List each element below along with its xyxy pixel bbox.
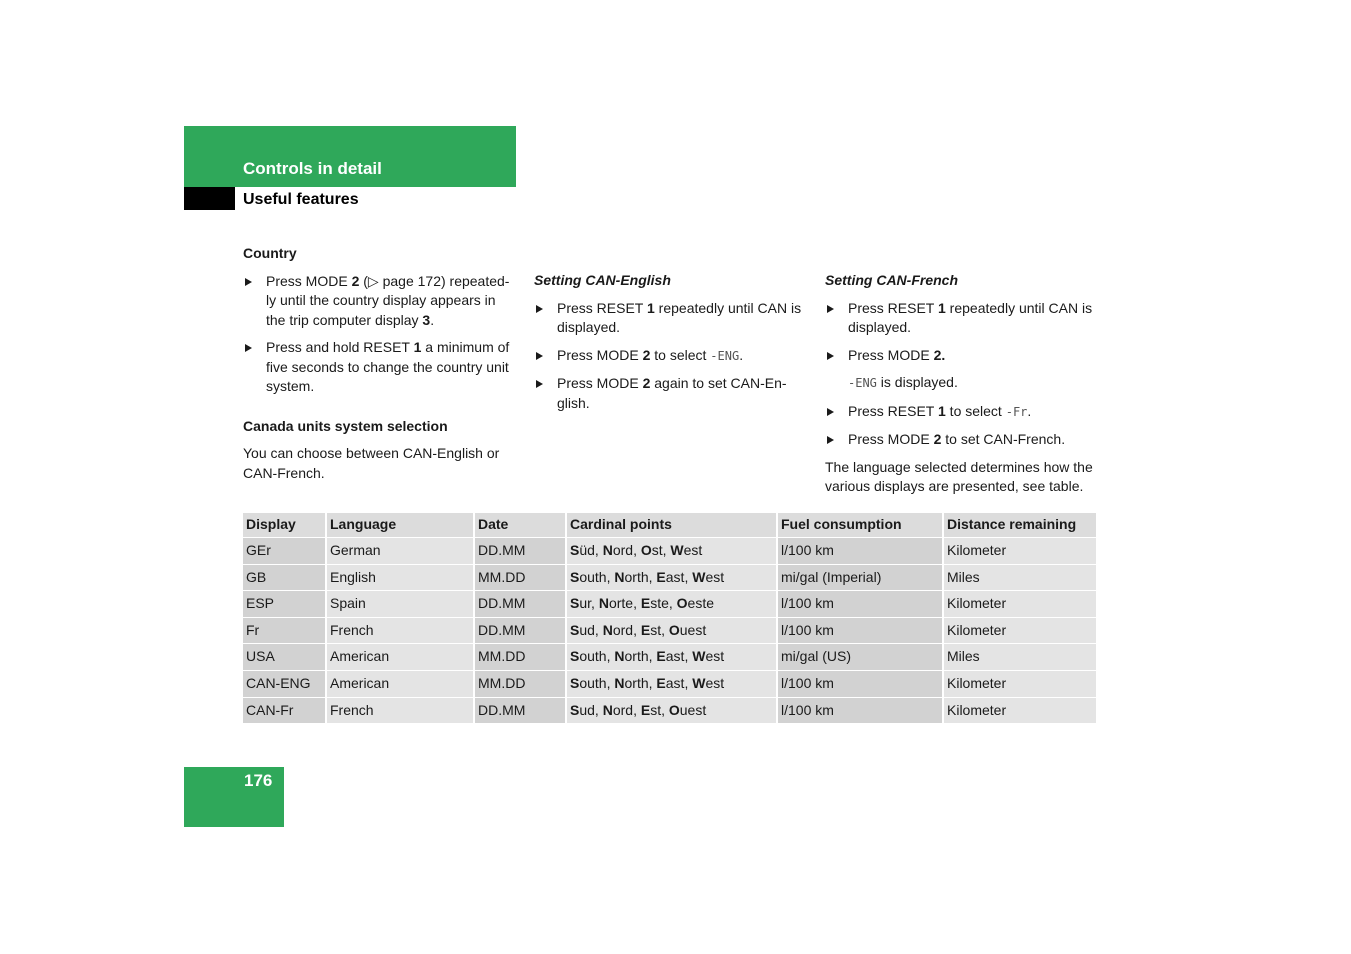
cardinal-initial: O xyxy=(676,595,688,612)
cell-fuel: l/100 km xyxy=(777,591,943,618)
cardinal-initial: S xyxy=(570,701,580,718)
heading-canada-units: Canada units system selection xyxy=(243,417,448,434)
cell-cardinal: Sud, Nord, Est, Ouest xyxy=(566,697,777,724)
column-can-french xyxy=(825,271,1097,505)
cell-language: American xyxy=(326,670,474,697)
cardinal-initial: W xyxy=(692,675,706,692)
cell-distance: Miles xyxy=(943,644,1096,671)
cardinal-initial: O xyxy=(640,542,652,559)
cardinal-initial: N xyxy=(614,568,625,585)
cell-date: DD.MM xyxy=(474,591,566,618)
cardinal-rest: st xyxy=(651,542,663,559)
cardinal-initial: E xyxy=(640,595,651,612)
canada-units-text: You can choose between CAN-English or CAN-French. xyxy=(243,445,500,481)
cardinal-rest: st xyxy=(650,701,662,718)
cell-display: ESP xyxy=(243,591,326,618)
cell-display: USA xyxy=(243,644,326,671)
cardinal-rest: orth xyxy=(624,648,649,665)
table-row xyxy=(243,538,1096,565)
table-row xyxy=(243,644,1096,671)
cardinal-initial: E xyxy=(640,621,651,638)
cardinal-rest: outh xyxy=(579,648,607,665)
cell-language: German xyxy=(326,538,474,565)
cardinal-rest: outh xyxy=(579,568,607,585)
table-row xyxy=(243,670,1096,697)
cell-distance: Kilometer xyxy=(943,617,1096,644)
subsection-title: Useful features xyxy=(243,191,359,208)
bullet-arrow-icon xyxy=(827,436,834,444)
cardinal-rest: outh xyxy=(579,675,607,692)
cardinal-rest: est xyxy=(705,675,725,692)
cardinal-rest: ud xyxy=(579,621,595,638)
table-row xyxy=(243,697,1096,724)
col-header: Distance remaining xyxy=(943,513,1096,538)
heading-country: Country xyxy=(243,245,297,261)
bullet-arrow-icon xyxy=(245,344,252,352)
bullet-arrow-icon xyxy=(536,352,543,360)
bullet-arrow-icon xyxy=(245,278,252,286)
step-can-french-2: Press MODE 2. xyxy=(825,346,1097,366)
cell-display: CAN-Fr xyxy=(243,697,326,724)
heading-can-english: Setting CAN-English xyxy=(534,272,671,288)
cell-fuel: l/100 km xyxy=(777,538,943,565)
bullet-arrow-icon xyxy=(536,305,543,313)
step-press-mode: Press MODE 2 (▷ page 172) repeated-ly until the country display appears in the trip computer display 3. xyxy=(243,272,515,331)
bullet-arrow-icon xyxy=(827,305,834,313)
cardinal-rest: ud xyxy=(579,701,595,718)
cell-display: GEr xyxy=(243,538,326,565)
bullet-arrow-icon xyxy=(827,408,834,416)
cell-cardinal: Sur, Norte, Este, Oeste xyxy=(566,591,777,618)
cardinal-rest: ord xyxy=(612,621,634,638)
cardinal-initial: N xyxy=(614,648,625,665)
cardinal-rest: orth xyxy=(624,675,649,692)
cell-language: Spain xyxy=(326,591,474,618)
cell-date: DD.MM xyxy=(474,697,566,724)
step-hold-reset: Press and hold RESET 1 a minimum of five seconds to change the country unit system. xyxy=(243,338,515,397)
language-note: The language selected determines how the various displays are presented, see table. xyxy=(825,458,1093,494)
cell-language: English xyxy=(326,564,474,591)
step-can-french-4: Press MODE 2 to set CAN-French. xyxy=(825,430,1097,450)
table-row xyxy=(243,564,1096,591)
cardinal-rest: ast xyxy=(665,648,685,665)
table-header-row xyxy=(243,513,1096,538)
cardinal-rest: ast xyxy=(665,568,685,585)
bullet-arrow-icon xyxy=(536,380,543,388)
cardinal-initial: S xyxy=(570,542,580,559)
cell-cardinal: Süd, Nord, Ost, West xyxy=(566,538,777,565)
cell-date: MM.DD xyxy=(474,644,566,671)
cell-date: MM.DD xyxy=(474,564,566,591)
cell-distance: Kilometer xyxy=(943,697,1096,724)
cardinal-initial: S xyxy=(570,675,580,692)
cardinal-rest: üd xyxy=(579,542,595,559)
col-header: Language xyxy=(326,513,474,538)
step-can-english-3: Press MODE 2 again to set CAN-En-glish. xyxy=(534,374,806,413)
cell-cardinal: South, North, East, West xyxy=(566,644,777,671)
cell-cardinal: Sud, Nord, Est, Ouest xyxy=(566,617,777,644)
column-country xyxy=(243,244,515,491)
header-marker xyxy=(184,187,235,210)
column-can-english xyxy=(534,271,806,421)
col-header: Display xyxy=(243,513,326,538)
cardinal-rest: ste xyxy=(650,595,669,612)
cell-language: French xyxy=(326,697,474,724)
step-can-english-1: Press RESET 1 repeatedly until CAN is displayed. xyxy=(534,299,806,338)
table-row xyxy=(243,591,1096,618)
cardinal-initial: O xyxy=(668,621,680,638)
cardinal-initial: E xyxy=(640,701,651,718)
cardinal-initial: E xyxy=(656,648,666,665)
cell-language: French xyxy=(326,617,474,644)
step-can-french-3: Press RESET 1 to select -Fr. xyxy=(825,402,1097,423)
cell-date: DD.MM xyxy=(474,538,566,565)
heading-can-french: Setting CAN-French xyxy=(825,272,958,288)
cell-cardinal: South, North, East, West xyxy=(566,564,777,591)
cardinal-initial: E xyxy=(656,568,666,585)
col-header: Date xyxy=(474,513,566,538)
cardinal-initial: S xyxy=(570,648,580,665)
col-header: Cardinal points xyxy=(566,513,777,538)
cell-fuel: mi/gal (US) xyxy=(777,644,943,671)
cell-distance: Kilometer xyxy=(943,538,1096,565)
cell-display: CAN-ENG xyxy=(243,670,326,697)
cardinal-rest: ord xyxy=(612,542,634,559)
cardinal-rest: ast xyxy=(665,675,685,692)
step-can-french-1: Press RESET 1 repeatedly until CAN is displayed. xyxy=(825,299,1097,338)
eng-displayed-note: -ENG is displayed. xyxy=(848,374,958,390)
cardinal-initial: N xyxy=(614,675,625,692)
cell-display: Fr xyxy=(243,617,326,644)
cell-fuel: l/100 km xyxy=(777,697,943,724)
cardinal-rest: orth xyxy=(624,568,649,585)
cardinal-rest: ur xyxy=(579,595,592,612)
cardinal-initial: O xyxy=(668,701,680,718)
cardinal-rest: est xyxy=(705,648,725,665)
cell-fuel: l/100 km xyxy=(777,670,943,697)
cardinal-rest: est xyxy=(683,542,703,559)
cardinal-initial: S xyxy=(570,595,580,612)
cell-date: DD.MM xyxy=(474,617,566,644)
cardinal-initial: S xyxy=(570,568,580,585)
section-title: Controls in detail xyxy=(243,159,382,178)
cell-fuel: mi/gal (Imperial) xyxy=(777,564,943,591)
step-can-english-2: Press MODE 2 to select -ENG. xyxy=(534,346,806,367)
cell-cardinal: South, North, East, West xyxy=(566,670,777,697)
cardinal-initial: W xyxy=(692,568,706,585)
cardinal-initial: N xyxy=(602,701,613,718)
table-row xyxy=(243,617,1096,644)
cell-distance: Miles xyxy=(943,564,1096,591)
cell-distance: Kilometer xyxy=(943,591,1096,618)
bullet-arrow-icon xyxy=(827,352,834,360)
page-number: 176 xyxy=(244,771,273,790)
cardinal-rest: uest xyxy=(679,701,707,718)
country-units-table xyxy=(243,513,1096,724)
cardinal-initial: E xyxy=(656,675,666,692)
cell-fuel: l/100 km xyxy=(777,617,943,644)
cardinal-rest: st xyxy=(650,621,662,638)
cardinal-initial: N xyxy=(602,621,613,638)
cardinal-initial: W xyxy=(692,648,706,665)
cell-language: American xyxy=(326,644,474,671)
cardinal-initial: N xyxy=(598,595,609,612)
cardinal-initial: N xyxy=(602,542,613,559)
col-header: Fuel consumption xyxy=(777,513,943,538)
cardinal-rest: uest xyxy=(679,621,707,638)
cardinal-initial: W xyxy=(670,542,684,559)
cell-date: MM.DD xyxy=(474,670,566,697)
cardinal-rest: est xyxy=(705,568,725,585)
cardinal-rest: ord xyxy=(612,701,634,718)
cardinal-rest: orte xyxy=(608,595,634,612)
cardinal-rest: este xyxy=(687,595,715,612)
cell-distance: Kilometer xyxy=(943,670,1096,697)
cardinal-initial: S xyxy=(570,621,580,638)
cell-display: GB xyxy=(243,564,326,591)
